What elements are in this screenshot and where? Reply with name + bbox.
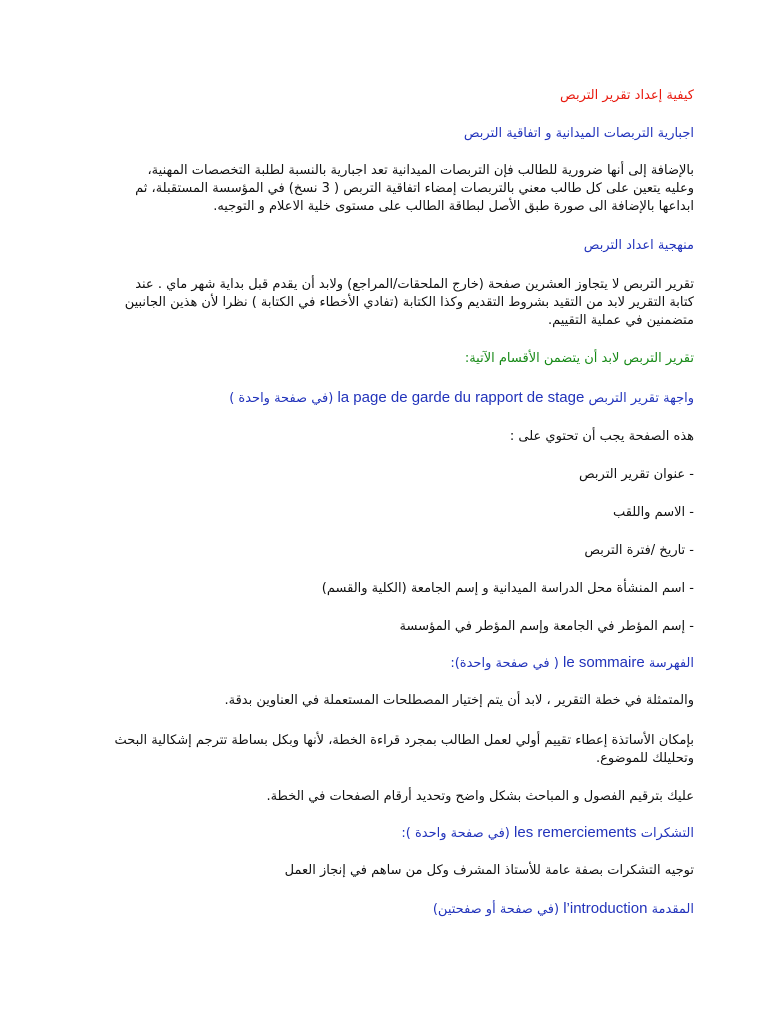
cover-heading-french: la page de garde du rapport de stage — [337, 389, 585, 406]
cover-contains-text: هذه الصفحة يجب أن تحتوي على : — [509, 429, 694, 444]
intro-heading-note: (في صفحة أو صفحتين) — [432, 902, 560, 917]
summary-heading-note: ( في صفحة واحدة): — [450, 656, 559, 671]
summary-heading-french: le sommaire — [562, 654, 645, 671]
document-title-text: كيفية إعداد تقرير التربص — [560, 88, 694, 103]
thanks-heading-french: les remerciements — [514, 824, 637, 841]
cover-item — [64, 466, 694, 484]
cover-contains-line — [64, 428, 694, 446]
method-line-3: متضمنين في عملية التقييم. — [547, 313, 694, 328]
section-parts-heading — [64, 350, 694, 368]
summary-paragraph-1 — [64, 692, 694, 710]
summary-p2-line-1: بإمكان الأساتذة إعطاء تقييم أولي لعمل الطالب بمجرد قراءة الخطة، لأنها وبكل بساطة تترجم إشكالية البحث — [114, 733, 694, 748]
thanks-heading — [64, 824, 694, 843]
cover-heading-arabic: واجهة تقرير التربص — [588, 391, 694, 406]
summary-paragraph-3 — [64, 788, 694, 806]
intro-line-1: بالإضافة إلى أنها ضرورية للطالب فإن التربصات الميدانية تعد اجبارية بالنسبة لطلبة التخصصات المهنية، — [147, 163, 694, 178]
method-line-2: كتابة التقرير لابد من التقيد بشروط التقديم وكذا الكتابة (تفادي الأخطاء في الكتابة ) نظرا لأن هذين الجانبين — [124, 295, 694, 310]
summary-paragraph-2 — [64, 732, 694, 768]
cover-item-establishment: - اسم المنشأة محل الدراسة الميدانية و إسم الجامعة (الكلية والقسم) — [321, 581, 694, 596]
cover-heading — [64, 389, 694, 408]
summary-p2-line-2: وتحليلك للموضوع. — [595, 751, 694, 766]
section-required-text: اجبارية التربصات الميدانية و اتفاقية التربص — [463, 126, 694, 141]
summary-heading — [64, 654, 694, 673]
section-required-heading — [64, 125, 694, 143]
section-method-heading — [64, 237, 694, 255]
cover-item-name: - الاسم واللقب — [612, 505, 694, 520]
cover-heading-note: (في صفحة واحدة ) — [229, 391, 334, 406]
method-line-1: تقرير التربص لا يتجاوز العشرين صفحة (خارج الملحقات/المراجع) ولابد أن يقدم قبل بداية شهر ماي . عند — [135, 277, 694, 292]
intro-paragraph — [64, 162, 694, 216]
summary-heading-arabic: الفهرسة — [648, 656, 694, 671]
thanks-heading-note: (في صفحة واحدة ): — [401, 826, 510, 841]
cover-item — [64, 618, 694, 636]
cover-item — [64, 542, 694, 560]
intro-line-2: وعليه يتعين على كل طالب معني بالتربصات إمضاء اتفاقية التربص ( 3 نسخ) في المؤسسة المستقبلة، ثم — [135, 181, 694, 196]
section-method-text: منهجية اعداد التربص — [583, 238, 694, 253]
cover-item-date: - تاريخ /فترة التربص — [584, 543, 694, 558]
intro-heading-arabic: المقدمة — [651, 902, 694, 917]
cover-item-supervisor: - إسم المؤطر في الجامعة وإسم المؤطر في المؤسسة — [399, 619, 694, 634]
cover-item — [64, 504, 694, 522]
thanks-heading-arabic: التشكرات — [640, 826, 694, 841]
method-paragraph — [64, 276, 694, 330]
cover-item — [64, 580, 694, 598]
summary-p3-text: عليك بترقيم الفصول و المباحث بشكل واضح وتحديد أرقام الصفحات في الخطة. — [266, 789, 694, 804]
document-title — [64, 87, 694, 105]
cover-item-title: - عنوان تقرير التربص — [578, 467, 694, 482]
summary-p1-text: والمتمثلة في خطة التقرير ، لابد أن يتم إختيار المصطلحات المستعملة في العناوين بدقة. — [224, 693, 694, 708]
thanks-p1-text: توجيه التشكرات بصفة عامة للأستاذ المشرف وكل من ساهم في إنجاز العمل — [284, 863, 694, 878]
intro-line-3: ابداعها بالإضافة الى صورة طبق الأصل لبطاقة الطالب على مستوى خلية الاعلام و التوجيه. — [213, 199, 694, 214]
section-parts-text: تقرير التربص لابد أن يتضمن الأقسام الآتية: — [464, 351, 694, 366]
thanks-paragraph — [64, 862, 694, 880]
intro-heading-french: l’introduction — [563, 900, 648, 917]
intro-heading — [64, 900, 694, 919]
